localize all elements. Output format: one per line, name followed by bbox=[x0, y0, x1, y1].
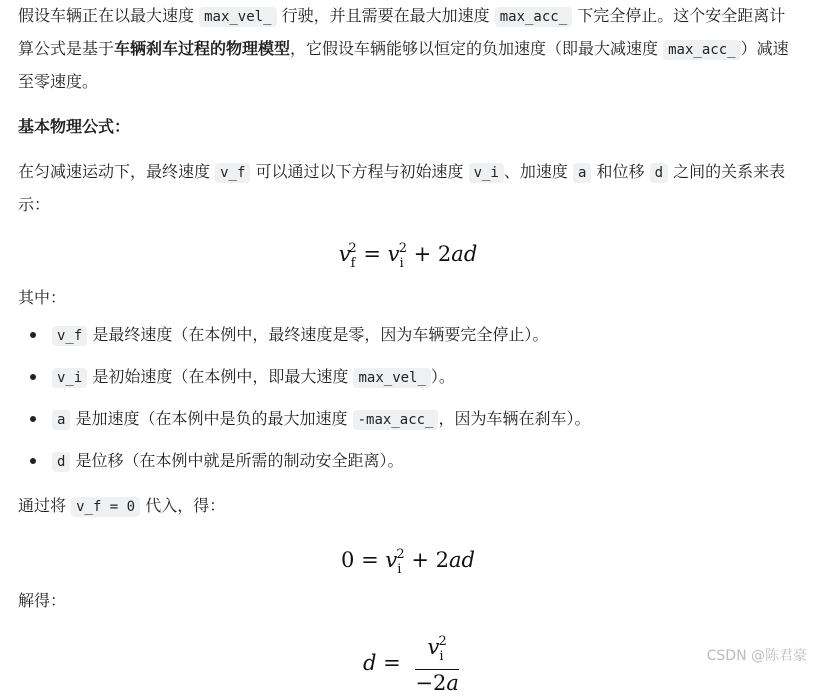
text: 代入，得： bbox=[140, 496, 226, 515]
code-max-acc: max_acc_ bbox=[495, 7, 572, 27]
csdn-watermark: CSDN @陈君豪 bbox=[706, 648, 807, 664]
code-max-acc: max_acc_ bbox=[663, 40, 740, 60]
list-item: a 是加速度（在本例中是负的最大加速度 -max_acc_ ，因为车辆在刹车）。 bbox=[52, 403, 798, 436]
list-item: v_i 是初始速度（在本例中，即最大速度 max_vel_ ）。 bbox=[52, 361, 798, 394]
code-v-i: v_i bbox=[52, 368, 87, 388]
text: 下完全停止。这个安全距离计算公式是基于 bbox=[18, 6, 786, 58]
section-heading: 基本物理公式： bbox=[18, 117, 131, 136]
text: ）减速至零速度。 bbox=[18, 39, 789, 91]
equation-substituted: $0 = v_i^2 + 2ad$ bbox=[341, 547, 475, 577]
paragraph-formula-intro bbox=[18, 156, 798, 220]
text: 之间的关系来表示： bbox=[18, 162, 786, 214]
text: 假设车辆正在以最大速度 bbox=[18, 6, 200, 25]
code-v-f: v_f bbox=[215, 163, 250, 183]
fraction: $\frac{v_i^2}{-2a}$ bbox=[415, 634, 459, 695]
paragraph-substitution bbox=[18, 490, 798, 523]
definition-list bbox=[18, 319, 798, 478]
text: 可以通过以下方程与初始速度 bbox=[250, 162, 469, 181]
article-content bbox=[18, 0, 798, 695]
text: 在匀减速运动下，最终速度 bbox=[18, 162, 216, 181]
equation-solution: d = $\frac{v_i^2}{-2a}$ bbox=[18, 624, 798, 684]
code-d: d bbox=[650, 163, 668, 183]
list-item: d 是位移（在本例中就是所需的制动安全距离）。 bbox=[52, 445, 798, 478]
text: 行驶，并且需要在最大加速度 bbox=[276, 6, 495, 25]
code-d: d bbox=[52, 452, 70, 472]
list-item: v_f 是最终速度（在本例中，最终速度是零，因为车辆要完全停止）。 bbox=[52, 319, 798, 352]
code-neg-max-acc: -max_acc_ bbox=[353, 410, 439, 430]
bold-text: 车辆刹车过程的物理模型 bbox=[114, 39, 291, 58]
paragraph-intro bbox=[18, 0, 798, 97]
equation-kinematics: $v_f^2 = v_i^2 + 2ad$ bbox=[338, 241, 478, 271]
text: ，它假设车辆能够以恒定的负加速度（即最大减速度 bbox=[290, 39, 664, 58]
code-max-vel: max_vel_ bbox=[199, 7, 276, 27]
text: 和位移 bbox=[591, 162, 650, 181]
code-a: a bbox=[52, 410, 70, 430]
code-max-vel: max_vel_ bbox=[353, 368, 430, 388]
solve-label: 解得： bbox=[18, 591, 67, 610]
where-label: 其中： bbox=[18, 288, 67, 307]
code-v-f: v_f bbox=[52, 326, 87, 346]
code-a: a bbox=[573, 163, 591, 183]
text: 、加速度 bbox=[503, 162, 573, 181]
text: 通过将 bbox=[18, 496, 72, 515]
code-v-i: v_i bbox=[469, 163, 504, 183]
code-v-f-zero: v_f = 0 bbox=[71, 497, 140, 517]
